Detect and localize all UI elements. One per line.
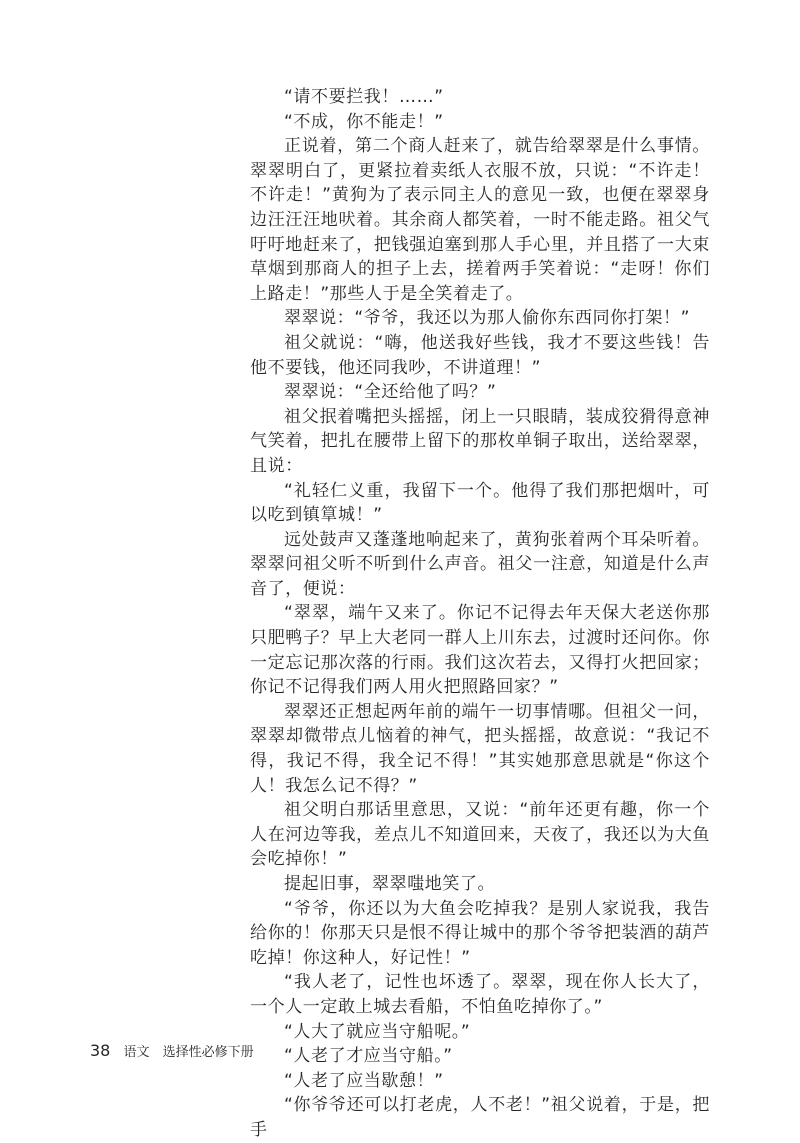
paragraph: “人老了才应当守船。” [284, 1046, 453, 1067]
paragraph: “我人老了，记性也坏透了。翠翠，现在你人长大了，一个人一定敢上城去看船，不怕鱼吃掉你了。” [250, 972, 710, 1017]
paragraph: 祖父就说：“嗨，他送我好些钱，我才不要这些钱！告他不要钱，他还同我吵，不讲道理！” [250, 332, 710, 378]
paragraph: “人老了应当歇憩！” [284, 1070, 444, 1091]
paragraph: 翠翠说：“爷爷，我还以为那人偷你东西同你打架！” [284, 308, 691, 329]
paragraph: 翠翠还正想起两年前的端午一切事情哪。但祖父一问，翠翠却微带点儿恼着的神气，把头摇摇，故意说：“我记不得，我记不得，我全记不得！”其实她那意思就是“你这个人！我怎么记不得？” [250, 701, 710, 796]
paragraph: “请不要拦我！……” [284, 87, 444, 107]
paragraph: 正说着，第二个商人赶来了，就告给翠翠是什么事情。翠翠明白了，更紧拉着卖纸人衣服不放，只说：“不许走！不许走！”黄狗为了表示同主人的意见一致，也便在翠翠身边汪汪汪地吠着。其余商人都笑着，一时不能走路。祖父气吁吁地赶来了，把钱强迫塞到那人手心里，并且搭了一大束草烟到那商人的担子上去，搓着两手笑着说：“走呀！你们上路走！”那些人于是全笑着走了。 [250, 136, 710, 304]
paragraph: “礼轻仁义重，我留下一个。他得了我们那把烟叶，可以吃到镇筸城！” [250, 480, 710, 526]
paragraph: 祖父抿着嘴把头摇摇，闭上一只眼睛，装成狡猾得意神气笑着，把扎在腰带上留下的那枚单铜子取出，送给翠翠，且说： [250, 406, 710, 476]
book-volume: 选择性必修下册 [162, 1045, 254, 1060]
paragraph: “人大了就应当守船呢。” [284, 1021, 471, 1042]
body-text [250, 85, 710, 1143]
paragraph: “你爷爷还可以打老虎，人不老！”祖父说着，于是，把手 [250, 1095, 710, 1140]
paragraph: 提起旧事，翠翠嗤地笑了。 [284, 874, 496, 894]
page-number: 38 [90, 1041, 111, 1060]
paragraph: 远处鼓声又蓬蓬地响起来了，黄狗张着两个耳朵听着。翠翠问祖父听不听到什么声音。祖父一注意，知道是什么声音了，便说： [250, 529, 710, 599]
page-footer [90, 1041, 254, 1060]
paragraph: 祖父明白那话里意思，又说：“前年还更有趣，你一个人在河边等我，差点儿不知道回来，天夜了，我还以为大鱼会吃掉你！” [250, 800, 710, 870]
paragraph: 翠翠说：“全还给他了吗？” [284, 382, 497, 403]
book-subject: 语文 [123, 1045, 150, 1060]
paragraph: “不成，你不能走！” [284, 111, 444, 132]
paragraph: “翠翠，端午又来了。你记不记得去年天保大老送你那只肥鸭子？早上大老同一群人上川东去，过渡时还问你。你一定忘记那次落的行雨。我们这次若去，又得打火把回家；你记不记得我们两人用火把照路回家？” [250, 603, 710, 698]
paragraph: “爷爷，你还以为大鱼会吃掉我？是别人家说我，我告给你的！你那天只是恨不得让城中的那个爷爷把装酒的葫芦吃掉！你这种人，好记性！” [250, 898, 710, 968]
